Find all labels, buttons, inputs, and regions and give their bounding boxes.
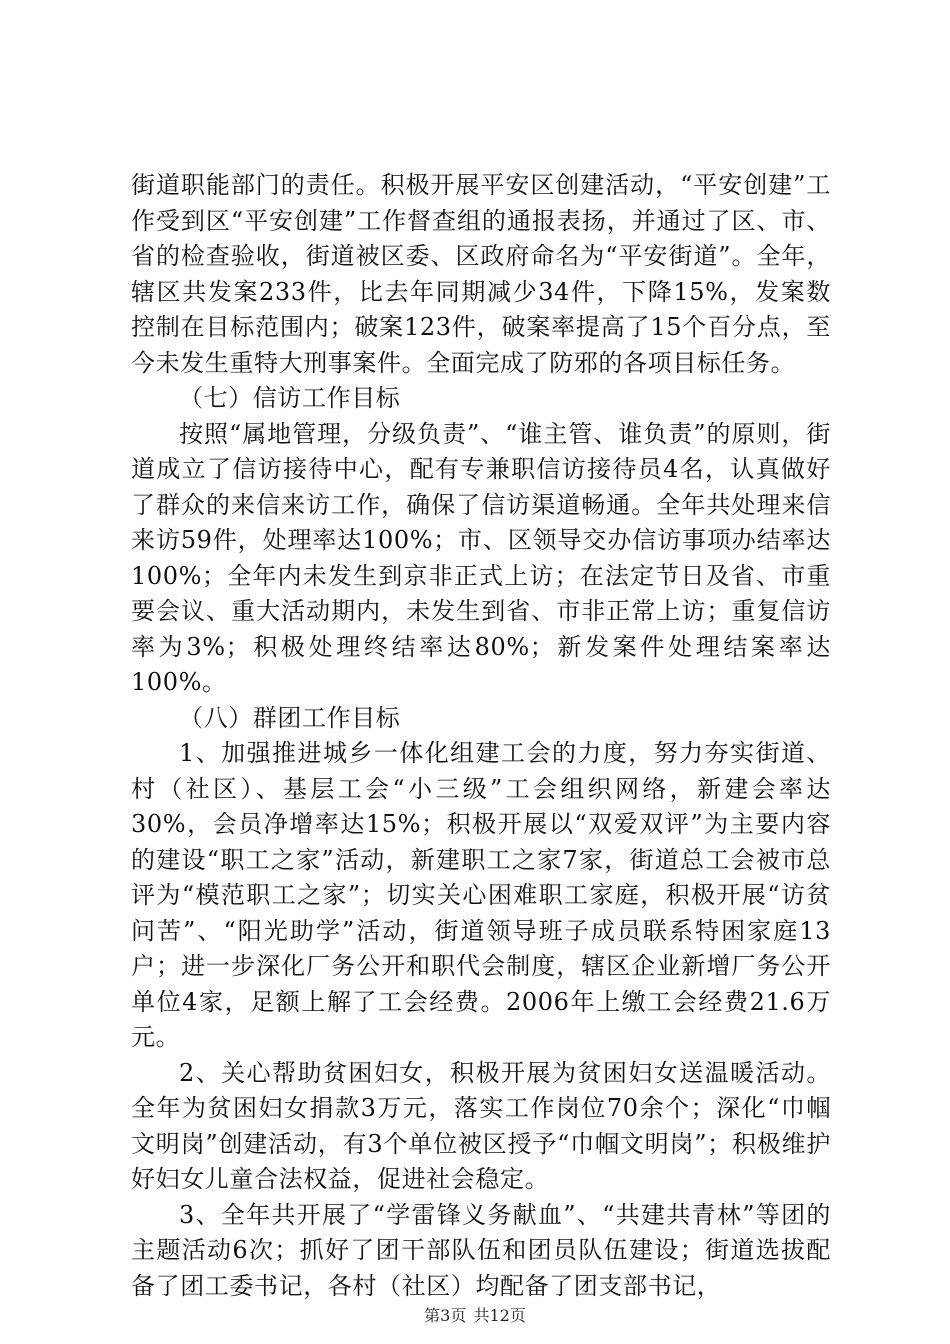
paragraph-petition-work: 按照“属地管理，分级负责”、“谁主管、谁负责”的原则，街道成立了信访接待中心，配有专兼职信访接待员4名，认真做好了群众的来信来访工作，确保了信访渠道畅通。全年共处理来信来访59件，处理率达100%；市、区领导交办信访事项办结率达100%；全年内未发生到京非正式上访；在法定节日及省、市重要会议、重大活动期内，未发生到省、市非正常上访；重复信访率为3%；积极处理终结率达80%；新发案件处理结案率达100%。 <box>131 419 831 696</box>
page-number: 第3页 <box>424 1306 467 1325</box>
section-heading-mass-organizations: （八）群团工作目标 <box>179 703 401 732</box>
paragraph-youth-league: 3、全年共开展了“学雷锋义务献血”、“共建共青林”等团的主题活动6次；抓好了团干部队伍和团员队伍建设；街道选拔配备了团工委书记，各村（社区）均配备了团支部书记， <box>131 1200 831 1300</box>
section-heading-petition: （七）信访工作目标 <box>179 384 401 412</box>
document-body <box>131 168 831 1304</box>
paragraph-women-work: 2、关心帮助贫困妇女，积极开展为贫困妇女送温暖活动。全年为贫困妇女捐款3万元，落实工作岗位70余个；深化“巾帼文明岗”创建活动，有3个单位被区授予“巾帼文明岗”；积极维护好妇女儿童合法权益，促进社会稳定。 <box>131 1058 831 1193</box>
paragraph-trade-union: 1、加强推进城乡一体化组建工会的力度，努力夯实街道、村（社区）、基层工会“小三级”工会组织网络，新建会率达30%，会员净增率达15%；积极开展以“双爱双评”为主要内容的建设“职工之家”活动，新建职工之家7家，街道总工会被市总评为“模范职工之家”；切实关心困难职工家庭，积极开展“访贫问苦”、“阳光助学”活动，街道领导班子成员联系特困家庭13户；进一步深化厂务公开和职代会制度，辖区企业新增厂务公开单位4家，足额上解了工会经费。2006年上缴工会经费21.6万元。 <box>131 739 831 1051</box>
paragraph-continuation: 街道职能部门的责任。积极开展平安区创建活动，“平安创建”工作受到区“平安创建”工作督查组的通报表扬，并通过了区、市、省的检查验收，街道被区委、区政府命名为“平安街道”。全年，辖区共发案233件，比去年同期减少34件，下降15%，发案数控制在目标范围内；破案123件，破案率提高了15个百分点，至今未发生重特大刑事案件。全面完成了防邪的各项目标任务。 <box>131 171 831 377</box>
page-footer <box>0 1303 950 1326</box>
page-total: 共12页 <box>473 1306 526 1325</box>
